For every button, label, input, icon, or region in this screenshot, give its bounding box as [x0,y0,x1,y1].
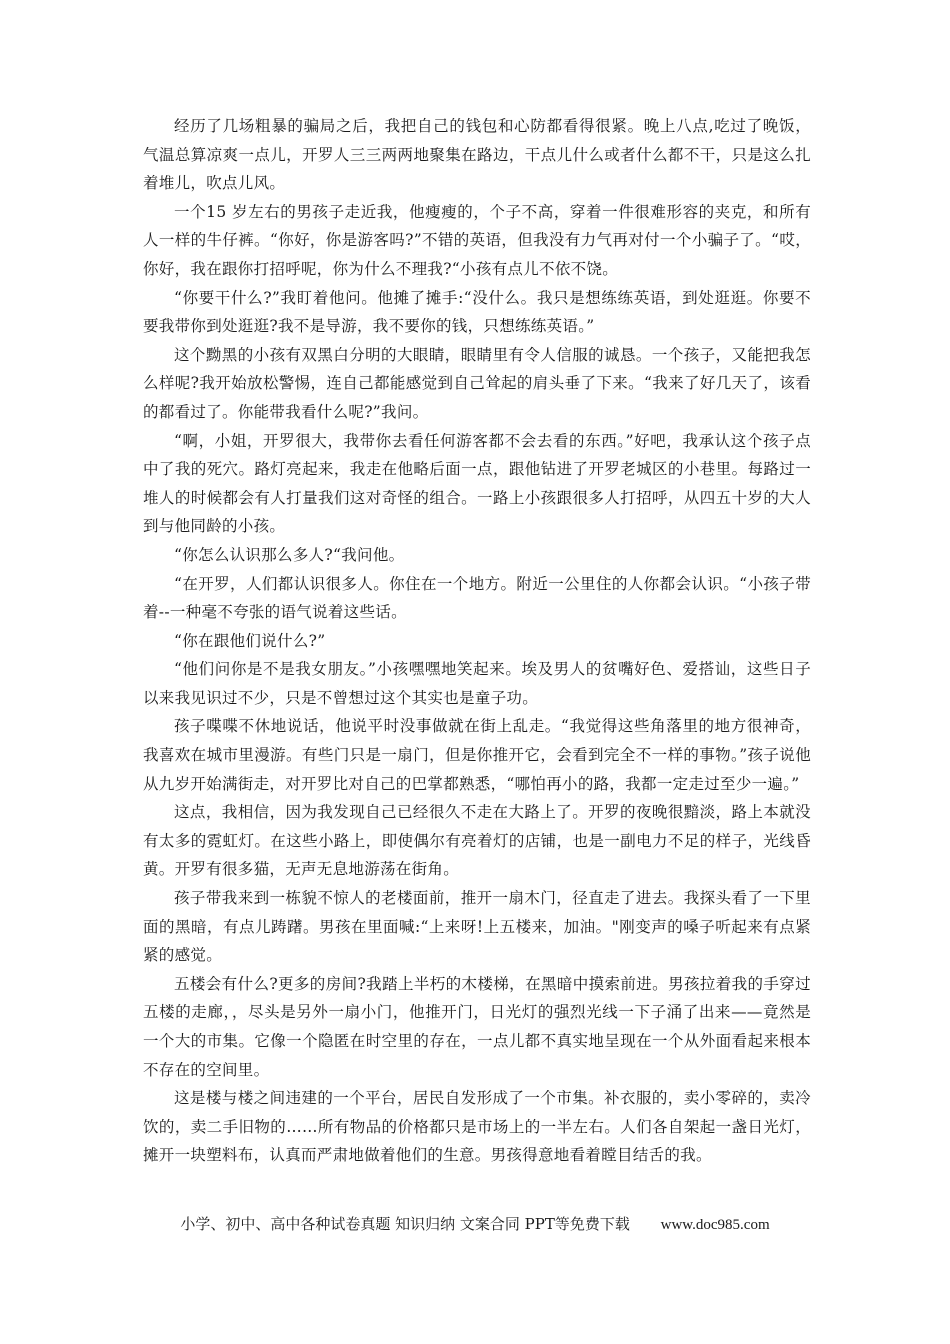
paragraph: 一个15 岁左右的男孩子走近我，他瘦瘦的，个子不高，穿着一件很难形容的夹克，和所有人一样的牛仔裤。“你好，你是游客吗?”不错的英语，但我没有力气再对付一个小骗子了。“哎，你好，我在跟你打招呼呢，你为什么不理我?“小孩有点儿不依不饶。 [143,202,811,278]
page-footer [0,1210,950,1239]
paragraph: 孩子带我来到一栋貌不惊人的老楼面前，推开一扇木门，径直走了进去。我探头看了一下里面的黑暗，有点儿踌躇。男孩在里面喊:“上来呀!上五楼来，加油。"刚变声的嗓子听起来有点紧紧的感觉。 [143,889,811,965]
paragraph: 这个黝黑的小孩有双黑白分明的大眼睛，眼睛里有令人信服的诚恳。一个孩子，又能把我怎么样呢?我开始放松警惕，连自己都能感觉到自己耸起的肩头垂了下来。“我来了好几天了，该看的都看过了。你能带我看什么呢?”我问。 [143,345,811,421]
paragraph: “你怎么认识那么多人?“我问他。 [174,545,405,564]
paragraph: 孩子喋喋不休地说话，他说平时没事做就在街上乱走。“我觉得这些角落里的地方很神奇，我喜欢在城市里漫游。有些门只是一扇门，但是你推开它，会看到完全不一样的事物。”孩子说他从九岁开始满街走，对开罗比对自己的巴掌都熟悉，“哪怕再小的路，我都一定走过至少一遍。” [143,717,811,793]
paragraph: 五楼会有什么?更多的房间?我踏上半朽的木楼梯，在黑暗中摸索前进。男孩拉着我的手穿过五楼的走廊，，尽头是另外一扇小门，他推开门，日光灯的强烈光线一下子涌了出来——竟然是一个大的市集。它像一个隐匿在时空里的存在，一点儿都不真实地呈现在一个从外面看起来根本不存在的空间里。 [143,974,811,1079]
article-body [143,112,811,1170]
paragraph: “你要干什么?”我盯着他问。他摊了摊手:“没什么。我只是想练练英语，到处逛逛。你要不要我带你到处逛逛?我不是导游，我不要你的钱，只想练练英语。” [143,288,811,336]
paragraph: “你在跟他们说什么?” [174,631,326,650]
paragraph: 这点，我相信，因为我发现自己已经很久不走在大路上了。开罗的夜晚很黯淡，路上本就没有太多的霓虹灯。在这些小路上，即使偶尔有亮着灯的店铺，也是一副电力不足的样子，光线昏黄。开罗有很多猫，无声无息地游荡在街角。 [143,803,811,879]
paragraph: “在开罗，人们都认识很多人。你住在一个地方。附近一公里住的人你都会认识。“小孩子带着--一种毫不夸张的语气说着这些话。 [143,574,811,622]
paragraph: 经历了几场粗暴的骗局之后，我把自己的钱包和心防都看得很紧。晚上八点,吃过了晚饭，气温总算凉爽一点儿，开罗人三三两两地聚集在路边，干点儿什么或者什么都不干，只是这么扎着堆儿，吹点儿风。 [143,117,811,193]
footer-link[interactable]: www.doc985.com [660,1217,770,1233]
paragraph: “啊，小姐，开罗很大，我带你去看任何游客都不会去看的东西。”好吧，我承认这个孩子点中了我的死穴。路灯亮起来，我走在他略后面一点，跟他钻进了开罗老城区的小巷里。每路过一堆人的时候都会有人打量我们这对奇怪的组合。一路上小孩跟很多人打招呼，从四五十岁的大人到与他同龄的小孩。 [143,431,811,536]
paragraph: 这是楼与楼之间违建的一个平台，居民自发形成了一个市集。补衣服的，卖小零碎的，卖冷饮的，卖二手旧物的……所有物品的价格都只是市场上的一半左右。人们各自架起一盏日光灯，摊开一块塑料布，认真而严肃地做着他们的生意。男孩得意地看着瞠目结舌的我。 [143,1089,811,1165]
footer-text: 小学、初中、高中各种试卷真题 知识归纳 文案合同 PPT等免费下载 [180,1215,630,1233]
paragraph: “他们问你是不是我女朋友。”小孩嘿嘿地笑起来。埃及男人的贫嘴好色、爱搭讪，这些日子以来我见识过不少，只是不曾想过这个其实也是童子功。 [143,660,811,707]
